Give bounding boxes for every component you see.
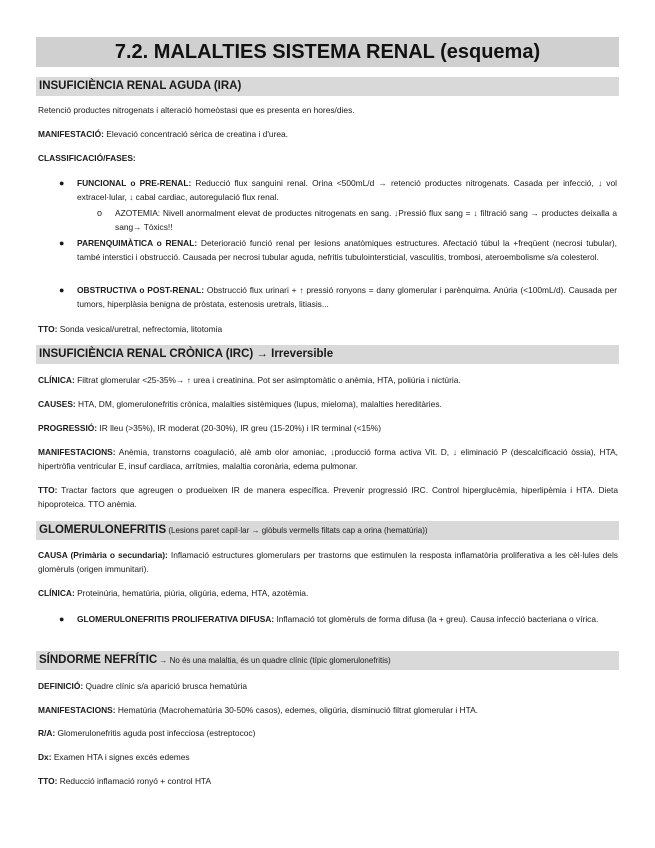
sn-definicio	[38, 679, 618, 693]
label: MANIFESTACIÓ:	[38, 129, 104, 139]
circle-bullet-icon: o	[97, 208, 103, 218]
label: CLASSIFICACIÓ/FASES:	[38, 153, 136, 163]
text: Hematúria (Macrohematúria 30-50% casos), edemes, oligúria, disminució filtrat glomerular i HTA.	[115, 705, 478, 715]
label: CAUSES:	[38, 399, 76, 409]
label: CLÍNICA:	[38, 588, 75, 598]
ira-classificacio	[38, 151, 618, 165]
section-heading-subtext: → No és una malaltia, és un quadre clínic (típic glomerulonefritis)	[157, 656, 391, 665]
text: Filtrat glomerular <25-35%→ ↑ urea i creatinina. Pot ser asimptomàtic o anèmia, HTA, poliúria i nictúria.	[74, 375, 461, 385]
ira-tto	[38, 322, 618, 336]
text: Anèmia, transtorns coagulació, alè amb olor amoniac, ↓producció forma activa Vit. D, ↓ eliminació P (descalcificació òssia), HTA, hipertròfia ventricular E, insuf cardiaca, arrítmies, malaltia coronària, edema pulmonar.	[38, 447, 618, 471]
section-heading-ira	[36, 77, 619, 96]
text: Quadre clínic s/a aparició brusca hematúria	[83, 681, 247, 691]
ira-intro: Retenció productes nitrogenats i alteració homeòstasi que es presenta en hores/dies.	[38, 105, 355, 115]
label: GLOMERULONEFRITIS PROLIFERATIVA DIFUSA:	[77, 614, 275, 624]
text: Obstrucció flux urinari + ↑ pressió ronyons = dany glomerular i parènquima. Anúria (<100mL/d). Causada per tumors, hiperplàsia benigna de pròstata, estenosis uretrals, litiasis...	[77, 285, 618, 309]
irc-clinica	[38, 373, 618, 387]
bullet-icon: ●	[59, 614, 65, 624]
gn-clinica	[38, 586, 618, 600]
label: PARENQUIMÀTICA o RENAL:	[77, 238, 198, 248]
label: TTO:	[38, 324, 58, 334]
label: TTO:	[38, 776, 58, 786]
section-heading-text: GLOMERULONEFRITIS	[39, 524, 167, 536]
list-item-parenquimatica	[77, 236, 617, 264]
text: Tractar factors que agreugen o produeixen IR de manera específica. Prevenir progressió IRC. Control hiperglucèmia, hiperlipèmia i HTA. Dieta hipoproteica. TTO anèmia.	[38, 485, 618, 509]
section-heading-text: INSUFICIÈNCIA RENAL AGUDA (IRA)	[39, 80, 242, 92]
irc-manifestacions	[38, 445, 618, 473]
page-title: 7.2. MALALTIES SISTEMA RENAL (esquema)	[36, 37, 619, 67]
irc-causes	[38, 397, 618, 411]
ira-manifestacio	[38, 127, 618, 141]
sn-tto	[38, 774, 618, 788]
text: Inflamació tot glomèruls de forma difusa (la + greu). Causa infecció bacteriana o vírica.	[274, 614, 599, 624]
section-heading-sindrome-nefritic	[36, 651, 619, 670]
label: MANIFESTACIONS:	[38, 705, 116, 715]
list-item-proliferativa-difusa	[77, 612, 617, 626]
section-heading-irc	[36, 345, 619, 364]
text: Examen HTA i signes excés edemes	[51, 752, 190, 762]
list-item-obstructiva	[77, 283, 617, 311]
text: Sonda vesical/uretral, nefrectomia, litotomia	[57, 324, 223, 334]
label: TTO:	[38, 485, 58, 495]
text: Reducció flux sanguini renal. Orina <500mL/d → retenció productes nitrogenats. Casada per infecció, ↓ vol extracel·lular, ↓ cabal cardiac, autoregulació flux renal.	[77, 178, 618, 202]
label: R/A:	[38, 728, 56, 738]
label: MANIFESTACIONS:	[38, 447, 116, 457]
section-heading-text: INSUFICIÈNCIA RENAL CRÒNICA (IRC) → Irreversible	[39, 348, 334, 360]
label: FUNCIONAL o PRE-RENAL:	[77, 178, 192, 188]
label: CLÍNICA:	[38, 375, 75, 385]
bullet-icon: ●	[59, 285, 65, 295]
sn-dx	[38, 750, 618, 764]
irc-tto	[38, 483, 618, 511]
section-heading-glomerulonefritis	[36, 521, 619, 540]
sn-manifestacions	[38, 703, 618, 717]
text: Glomerulonefritis aguda post infecciosa (estreptococ)	[55, 728, 256, 738]
label: Dx:	[38, 752, 52, 762]
irc-progressio	[38, 421, 618, 435]
bullet-icon: ●	[59, 238, 65, 248]
text: Inflamació estructures glomerulars per trastorns que estimulen la resposta inflamatòria proliferativa a les cèl·lules dels glomèruls (origen immunitari).	[38, 550, 618, 574]
text: Deterioració funció renal per lesions anatòmiques estructures. Afectació túbul la +freqüent (necrosi tubular), també interstici i obstrucció. Causada per necrosi tubular aguda, nefritis tubulointersticial, vasculitis, trombosi, ateroembolisme s/a colesterol.	[77, 238, 617, 262]
text: Elevació concentració sèrica de creatina i d'urea.	[103, 129, 289, 139]
text: Proteinúria, hematúria, piúria, oligúria, edema, HTA, azotèmia.	[74, 588, 309, 598]
bullet-icon: ●	[59, 178, 65, 188]
text: HTA, DM, glomerulonefritis crònica, malalties sistèmiques (lupus, mieloma), malalties hereditàries.	[75, 399, 442, 409]
text: Reducció inflamació ronyó + control HTA	[57, 776, 212, 786]
section-heading-subtext: (Lesions paret capil·lar → glòbuls vermells filtats cap a orina (hematúria))	[166, 526, 428, 535]
sublist-item-azotemia: AZOTEMIA: Nivell anormalment elevat de productes nitrogenats en sang. ↓Pressió flux sang = ↓ filtració sang → productes deixalla a sang→ Tòxics!!	[115, 208, 617, 232]
label: OBSTRUCTIVA o POST-RENAL:	[77, 285, 205, 295]
list-item-funcional	[77, 176, 617, 204]
gn-causa	[38, 548, 618, 576]
label: PROGRESSIÓ:	[38, 423, 98, 433]
label: DEFINICIÓ:	[38, 681, 84, 691]
label: CAUSA (Primària o secundaria):	[38, 550, 168, 560]
text: IR lleu (>35%), IR moderat (20-30%), IR greu (15-20%) i IR terminal (<15%)	[97, 423, 382, 433]
sn-ra	[38, 726, 618, 740]
section-heading-text: SÍNDORME NEFRÍTIC	[39, 654, 158, 666]
